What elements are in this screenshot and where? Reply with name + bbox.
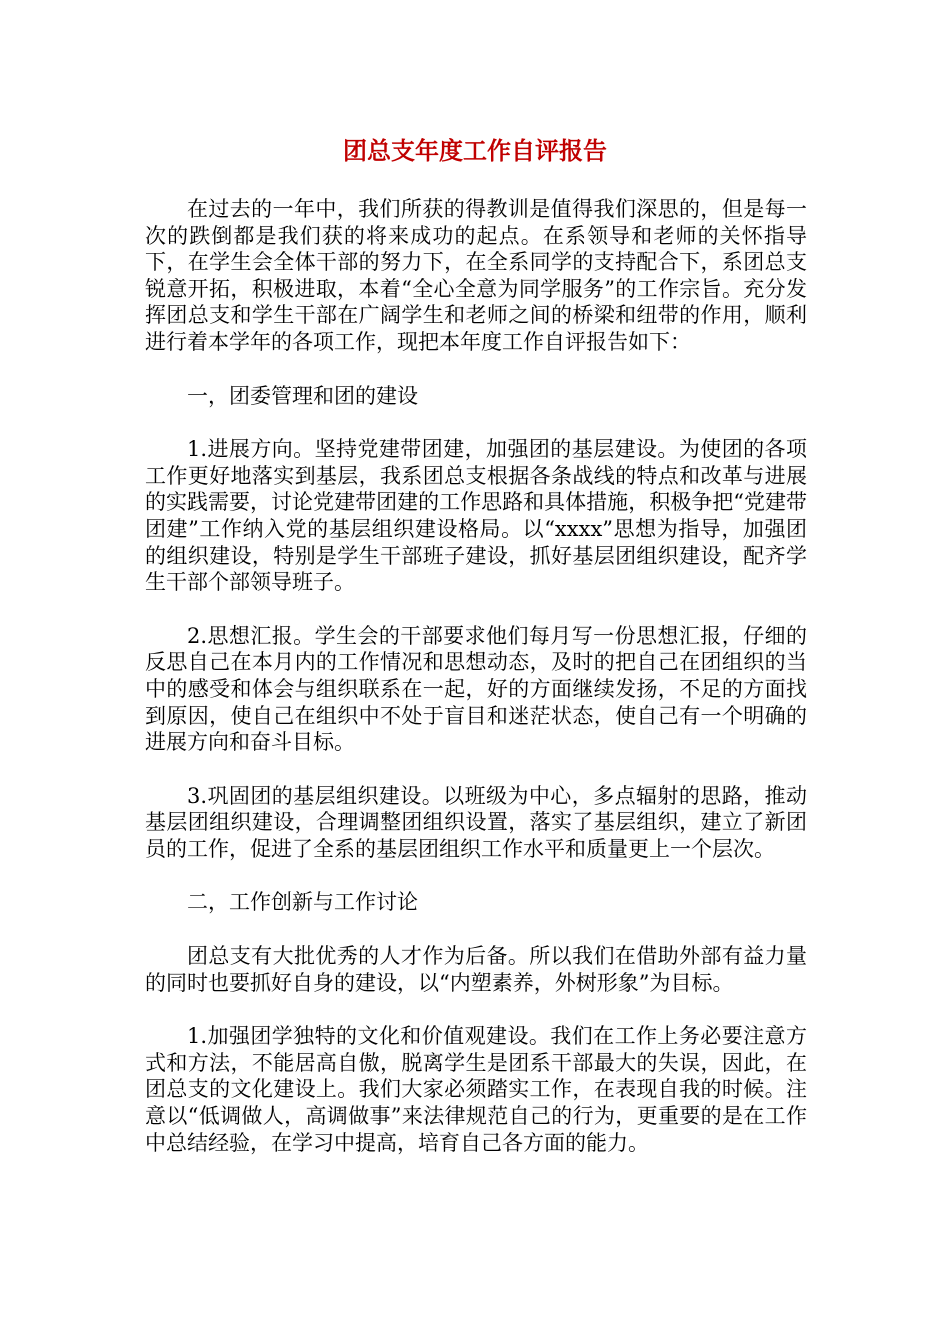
- document-body: [145, 196, 807, 1183]
- document-title: 团总支年度工作自评报告: [343, 137, 607, 165]
- section-heading-1: 一，团委管理和团的建设: [187, 383, 418, 408]
- body-paragraph: 2.思想汇报。学生会的干部要求他们每月写一份思想汇报，仔细的反思自己在本月内的工作情况和思想动态，及时的把自己在团组织的当中的感受和体会与组织联系在一起，好的方面继续发扬，不足的方面找到原因，使自己在组织中不处于盲目和迷茫状态，使自己有一个明确的进展方向和奋斗目标。: [145, 623, 807, 755]
- body-paragraph: 3.巩固团的基层组织建设。以班级为中心，多点辐射的思路，推动基层团组织建设，合理调整团组织设置，落实了基层组织，建立了新团员的工作，促进了全系的基层团组织工作水平和质量更上一个层次。: [145, 783, 807, 861]
- body-paragraph: 团总支有大批优秀的人才作为后备。所以我们在借助外部有益力量的同时也要抓好自身的建设，以“内塑素养，外树形象”为目标。: [145, 944, 807, 995]
- body-paragraph: 1.加强团学独特的文化和价值观建设。我们在工作上务必要注意方式和方法，不能居高自傲，脱离学生是团系干部最大的失误，因此，在团总支的文化建设上。我们大家必须踏实工作，在表现自我的时候。注意以“低调做人，高调做事”来法律规范自己的行为，更重要的是在工作中总结经验，在学习中提高，培育自己各方面的能力。: [145, 1024, 807, 1155]
- body-paragraph: 1.进展方向。坚持党建带团建，加强团的基层建设。为使团的各项工作更好地落实到基层，我系团总支根据各条战线的特点和改革与进展的实践需要，讨论党建带团建的工作思路和具体措施，积极争把“党建带团建”工作纳入党的基层组织建设格局。以“xxxx”思想为指导，加强团的组织建设，特别是学生干部班子建设，抓好基层团组织建设，配齐学生干部个部领导班子。: [145, 437, 807, 595]
- intro-paragraph: 在过去的一年中，我们所获的得教训是值得我们深思的，但是每一次的跌倒都是我们获的将来成功的起点。在系领导和老师的关怀指导下，在学生会全体干部的努力下，在全系同学的支持配合下，系团总支锐意开拓，积极进取，本着“全心全意为同学服务”的工作宗旨。充分发挥团总支和学生干部在广阔学生和老师之间的桥梁和纽带的作用，顺利进行着本学年的各项工作，现把本年度工作自评报告如下：: [145, 197, 807, 354]
- section-heading-2: 二，工作创新与工作讨论: [187, 890, 418, 915]
